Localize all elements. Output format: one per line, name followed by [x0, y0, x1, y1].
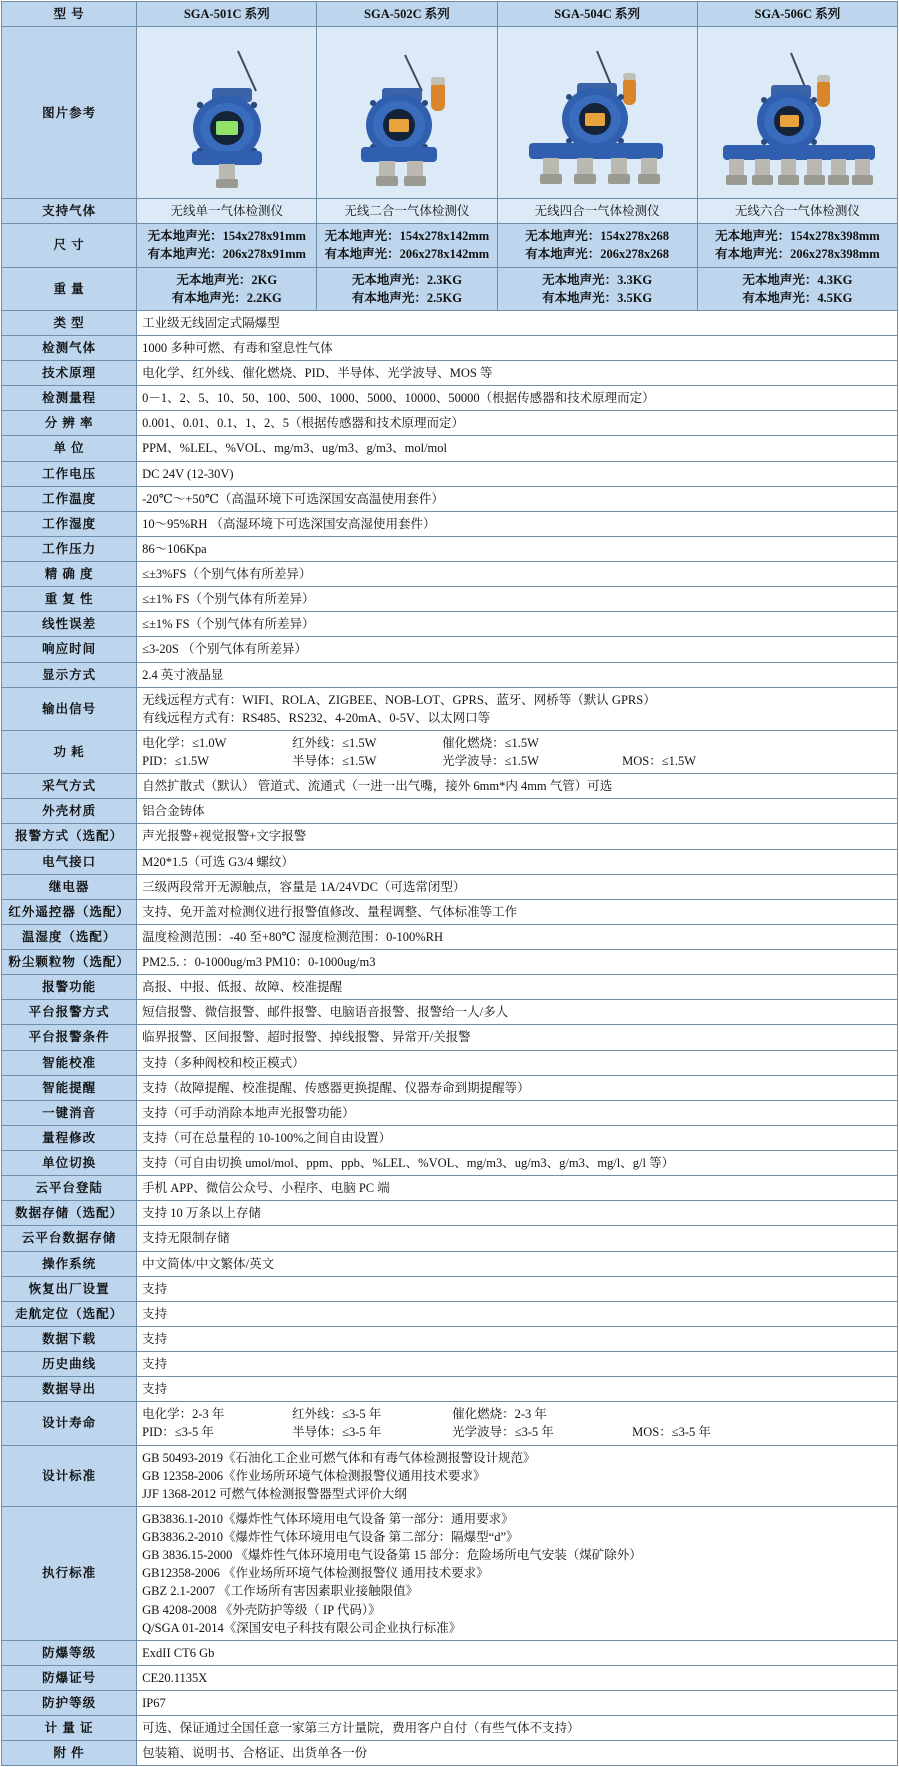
row-value: 中文简体/中文繁体/英文: [137, 1251, 898, 1276]
table-row-spec: [2, 436, 898, 461]
output-signal-wired: 有线远程方式有：RS485、RS232、4-20mA、0-5V、以太网口等: [142, 710, 491, 725]
row-value: ≤±1% FS（个别气体有所差异）: [137, 612, 898, 637]
row-label: 粉尘颗粒物（选配）: [2, 950, 137, 975]
row-label-output-signal: 输出信号: [2, 687, 137, 730]
gas-support-502c: 无线二合一气体检测仪: [317, 199, 497, 224]
size-501c: [137, 224, 317, 267]
weight-504c: [497, 267, 697, 310]
exec-standard-item: GB3836.2-2010《爆炸性气体环境用电气设备 第二部分：隔爆型“d”》: [142, 1530, 519, 1544]
row-value: 手机 APP、微信公众号、小程序、电脑 PC 端: [137, 1176, 898, 1201]
row-label: 智能校准: [2, 1050, 137, 1075]
row-label: 云平台数据存储: [2, 1226, 137, 1251]
power-semiconductor: 半导体：≤1.5W: [292, 754, 377, 768]
life-optical: 光学波导：≤3-5 年: [452, 1425, 554, 1440]
weight-506c-line2: 有本地声光：4.5KG: [742, 290, 853, 305]
power-value: [137, 730, 898, 773]
row-label: 检测气体: [2, 335, 137, 360]
table-row-spec: [2, 824, 898, 849]
table-row-spec: [2, 1025, 898, 1050]
row-label: 单位切换: [2, 1151, 137, 1176]
row-label: 防爆证号: [2, 1665, 137, 1690]
row-label: 类 型: [2, 310, 137, 335]
row-value: 10～95%RH （高湿环境下可选深国安高湿使用套件）: [137, 511, 898, 536]
row-label: 显示方式: [2, 662, 137, 687]
life-infrared: 红外线：≤3-5 年: [292, 1407, 382, 1422]
table-row-spec: [2, 1326, 898, 1351]
row-label: 报警功能: [2, 975, 137, 1000]
table-row-spec: [2, 662, 898, 687]
weight-506c: [697, 267, 897, 310]
exec-standard-item: Q/SGA 01-2014《深国安电子科技有限公司企业执行标准》: [142, 1620, 462, 1635]
row-label: 数据存储（选配）: [2, 1201, 137, 1226]
table-row-spec: [2, 386, 898, 411]
gas-detector-2-icon: [327, 33, 487, 193]
row-label: 继电器: [2, 874, 137, 899]
power-catalytic: 催化燃烧：≤1.5W: [442, 735, 539, 750]
table-row-spec: [2, 1201, 898, 1226]
row-label: 线性误差: [2, 612, 137, 637]
row-value: 温度检测范围：-40 至+80℃ 湿度检测范围：0-100%RH: [137, 924, 898, 949]
table-row-spec: [2, 612, 898, 637]
table-row-spec: [2, 899, 898, 924]
power-pid: PID：≤1.5W: [142, 754, 210, 768]
table-row-spec: [2, 1640, 898, 1665]
row-label-size: 尺 寸: [2, 224, 137, 267]
row-value: M20*1.5（可选 G3/4 螺纹）: [137, 849, 898, 874]
table-row-spec: [2, 1741, 898, 1766]
table-row-spec: [2, 486, 898, 511]
row-value: 支持: [137, 1276, 898, 1301]
table-row-spec: [2, 874, 898, 899]
size-501c-line1: 无本地声光：154x278x91mm: [147, 229, 306, 244]
product-image-502c: [317, 27, 497, 199]
row-label: 检测量程: [2, 386, 137, 411]
life-pid: PID：≤3-5 年: [142, 1425, 214, 1440]
size-504c-line1: 无本地声光：154x278x268: [525, 229, 669, 244]
model-506c: SGA-506C 系列: [697, 2, 897, 27]
table-row-power: [2, 730, 898, 773]
size-506c-line1: 无本地声光：154x278x398mm: [715, 229, 880, 244]
row-label: 防爆等级: [2, 1640, 137, 1665]
table-row-exec-standard: [2, 1506, 898, 1640]
exec-standard-item: GBZ 2.1-2007 《工作场所有害因素职业接触限值》: [142, 1584, 419, 1599]
row-label: 精 确 度: [2, 562, 137, 587]
row-label: 工作压力: [2, 536, 137, 561]
output-signal-wireless: 无线远程方式有：WIFI、ROLA、ZIGBEE、NOB-LOT、GPRS、蓝牙、网桥等（默认 GPRS）: [142, 692, 656, 707]
power-mos: MOS：≤1.5W: [622, 754, 697, 768]
table-row-spec: [2, 562, 898, 587]
row-label: 平台报警方式: [2, 1000, 137, 1025]
row-label: 量程修改: [2, 1125, 137, 1150]
table-row-spec: [2, 587, 898, 612]
table-row-spec: [2, 924, 898, 949]
table-row-spec: [2, 335, 898, 360]
size-502c-line1: 无本地声光：154x278x142mm: [324, 229, 490, 244]
power-infrared: 红外线：≤1.5W: [292, 735, 377, 750]
row-label: 重 复 性: [2, 587, 137, 612]
exec-standard-value: [137, 1506, 898, 1640]
table-row-spec: [2, 1226, 898, 1251]
row-value: 支持（可自由切换 umol/mol、ppm、ppb、%LEL、%VOL、mg/m3、ug/m3、g/m3、mg/l、g/l 等）: [137, 1151, 898, 1176]
model-504c: SGA-504C 系列: [497, 2, 697, 27]
output-signal-value: [137, 687, 898, 730]
row-value: CE20.1135X: [137, 1665, 898, 1690]
size-502c: [317, 224, 497, 267]
row-value: -20℃～+50℃（高温环境下可选深国安高温使用套件）: [137, 486, 898, 511]
product-image-501c: [137, 27, 317, 199]
table-row-spec: [2, 799, 898, 824]
row-value: 自然扩散式（默认） 管道式、流通式（一进一出气嘴，接外 6mm*内 4mm 气管）可选: [137, 774, 898, 799]
row-value: 支持、免开盖对检测仪进行报警值修改、量程调整、气体标准等工作: [137, 899, 898, 924]
design-life-value: [137, 1402, 898, 1445]
row-label: 工作湿度: [2, 511, 137, 536]
table-row-spec: [2, 536, 898, 561]
row-value: ExdII CT6 Gb: [137, 1640, 898, 1665]
table-row-spec: [2, 1301, 898, 1326]
exec-standard-item: GB 4208-2008 《外壳防护等级（ IP 代码）》: [142, 1602, 381, 1617]
table-row-spec: [2, 1075, 898, 1100]
row-value: 86～106Kpa: [137, 536, 898, 561]
gas-detector-4-icon: [505, 33, 690, 193]
row-value: 三级两段常开无源触点，容量是 1A/24VDC（可选常闭型）: [137, 874, 898, 899]
row-value: 支持: [137, 1377, 898, 1402]
row-label: 一键消音: [2, 1100, 137, 1125]
weight-501c-line1: 无本地声光：2KG: [176, 272, 278, 287]
exec-standard-item: GB 3836.15-2000 《爆炸性气体环境用电气设备第 15 部分：危险场所电气安装（煤矿除外）: [142, 1548, 642, 1563]
weight-501c-line2: 有本地声光：2.2KG: [171, 290, 282, 305]
row-label: 云平台登陆: [2, 1176, 137, 1201]
power-electrochemical: 电化学：≤1.0W: [142, 735, 227, 750]
row-value: 包装箱、说明书、合格证、出货单各一份: [137, 1741, 898, 1766]
row-label: 采气方式: [2, 774, 137, 799]
row-label-gas-support: 支持气体: [2, 199, 137, 224]
table-row-spec: [2, 849, 898, 874]
row-value: 可选、保证通过全国任意一家第三方计量院，费用客户自付（有些气体不支持）: [137, 1716, 898, 1741]
row-label: 恢复出厂设置: [2, 1276, 137, 1301]
row-value: ≤±1% FS（个别气体有所差异）: [137, 587, 898, 612]
size-501c-line2: 有本地声光：206x278x91mm: [147, 247, 306, 262]
row-value: 0.001、0.01、0.1、1、2、5（根据传感器和技术原理而定）: [137, 411, 898, 436]
row-value: 支持: [137, 1301, 898, 1326]
table-row-image-reference: [2, 27, 898, 199]
size-504c: [497, 224, 697, 267]
row-label: 红外遥控器（选配）: [2, 899, 137, 924]
weight-501c: [137, 267, 317, 310]
table-row-spec: [2, 1377, 898, 1402]
gas-detector-6-icon: [703, 33, 893, 193]
row-value: 0－1、2、5、10、50、100、500、1000、5000、10000、50000（根据传感器和技术原理而定）: [137, 386, 898, 411]
gas-support-506c: 无线六合一气体检测仪: [697, 199, 897, 224]
size-502c-line2: 有本地声光：206x278x142mm: [324, 247, 490, 262]
row-label-weight: 重 量: [2, 267, 137, 310]
table-row-spec: [2, 950, 898, 975]
row-label: 平台报警条件: [2, 1025, 137, 1050]
table-row-design-standard: [2, 1445, 898, 1506]
row-value: 支持（可手动消除本地声光报警功能）: [137, 1100, 898, 1125]
table-row-spec: [2, 1125, 898, 1150]
row-value: 支持无限制存储: [137, 1226, 898, 1251]
design-standard-item: JJF 1368-2012 可燃气体检测报警器型式评价大纲: [142, 1486, 407, 1501]
row-label: 技术原理: [2, 361, 137, 386]
row-label-model: 型 号: [2, 2, 137, 27]
life-mos: MOS：≤3-5 年: [632, 1425, 711, 1440]
row-label: 计 量 证: [2, 1716, 137, 1741]
gas-detector-1-icon: [152, 33, 302, 193]
weight-506c-line1: 无本地声光：4.3KG: [742, 272, 853, 287]
gas-support-501c: 无线单一气体检测仪: [137, 199, 317, 224]
row-label: 报警方式（选配）: [2, 824, 137, 849]
row-value: 支持: [137, 1352, 898, 1377]
row-value: 工业级无线固定式隔爆型: [137, 310, 898, 335]
row-value: PPM、%LEL、%VOL、mg/m3、ug/m3、g/m3、mol/mol: [137, 436, 898, 461]
table-row-spec: [2, 511, 898, 536]
exec-standard-item: GB12358-2006 《作业场所环境气体检测报警仪 通用技术要求》: [142, 1566, 489, 1581]
table-row-gas-support: [2, 199, 898, 224]
model-502c: SGA-502C 系列: [317, 2, 497, 27]
row-label: 工作温度: [2, 486, 137, 511]
row-label: 附 件: [2, 1741, 137, 1766]
table-row-weight: [2, 267, 898, 310]
row-label: 工作电压: [2, 461, 137, 486]
life-semiconductor: 半导体：≤3-5 年: [292, 1425, 382, 1440]
row-value: 1000 多种可燃、有毒和窒息性气体: [137, 335, 898, 360]
row-label-exec-standard: 执行标准: [2, 1506, 137, 1640]
row-value: 短信报警、微信报警、邮件报警、电脑语音报警、报警给一人/多人: [137, 1000, 898, 1025]
specification-table: [1, 1, 898, 1766]
row-value: 支持（多种阀校和校正模式）: [137, 1050, 898, 1075]
size-506c-line2: 有本地声光：206x278x398mm: [715, 247, 880, 262]
table-row-spec: [2, 774, 898, 799]
row-label: 电气接口: [2, 849, 137, 874]
table-row-spec: [2, 1000, 898, 1025]
table-row-spec: [2, 1276, 898, 1301]
table-row-spec: [2, 411, 898, 436]
size-506c: [697, 224, 897, 267]
table-row-spec: [2, 975, 898, 1000]
row-value: 支持 10 万条以上存储: [137, 1201, 898, 1226]
row-label: 数据导出: [2, 1377, 137, 1402]
table-row-spec: [2, 1716, 898, 1741]
row-value: 支持（故障提醒、校准提醒、传感器更换提醒、仪器寿命到期提醒等）: [137, 1075, 898, 1100]
row-label: 历史曲线: [2, 1352, 137, 1377]
row-label: 防护等级: [2, 1691, 137, 1716]
row-value: 支持（可在总量程的 10-100%之间自由设置）: [137, 1125, 898, 1150]
row-label: 温湿度（选配）: [2, 924, 137, 949]
table-row-spec: [2, 1691, 898, 1716]
row-label: 响应时间: [2, 637, 137, 662]
row-value: 临界报警、区间报警、超时报警、掉线报警、异常开/关报警: [137, 1025, 898, 1050]
table-row-spec: [2, 461, 898, 486]
weight-502c: [317, 267, 497, 310]
row-value: IP67: [137, 1691, 898, 1716]
product-image-506c: [697, 27, 897, 199]
gas-support-504c: 无线四合一气体检测仪: [497, 199, 697, 224]
table-row-design-life: [2, 1402, 898, 1445]
row-label: 外壳材质: [2, 799, 137, 824]
row-label-power: 功 耗: [2, 730, 137, 773]
row-label: 分 辨 率: [2, 411, 137, 436]
row-label: 单 位: [2, 436, 137, 461]
table-row-spec: [2, 1176, 898, 1201]
product-image-504c: [497, 27, 697, 199]
table-row-spec: [2, 361, 898, 386]
design-standard-item: GB 12358-2006《作业场所环境气体检测报警仪通用技术要求》: [142, 1468, 486, 1483]
row-label: 操作系统: [2, 1251, 137, 1276]
row-value: 铝合金铸体: [137, 799, 898, 824]
row-value: 电化学、红外线、催化燃烧、PID、半导体、光学波导、MOS 等: [137, 361, 898, 386]
row-value: ≤±3%FS（个别气体有所差异）: [137, 562, 898, 587]
table-row-spec: [2, 310, 898, 335]
weight-504c-line2: 有本地声光：3.5KG: [542, 290, 653, 305]
table-row-spec: [2, 1151, 898, 1176]
row-label-design-standard: 设计标准: [2, 1445, 137, 1506]
table-row-spec: [2, 1665, 898, 1690]
row-value: PM2.5．：0-1000ug/m3 PM10：0-1000ug/m3: [137, 950, 898, 975]
power-optical: 光学波导：≤1.5W: [442, 754, 539, 768]
row-value: ≤3-20S （个别气体有所差异）: [137, 637, 898, 662]
row-value: 2.4 英寸液晶显: [137, 662, 898, 687]
exec-standard-item: GB3836.1-2010《爆炸性气体环境用电气设备 第一部分：通用要求》: [142, 1511, 514, 1526]
weight-502c-line2: 有本地声光：2.5KG: [351, 290, 462, 305]
row-value: 声光报警+视觉报警+文字报警: [137, 824, 898, 849]
row-label: 数据下载: [2, 1326, 137, 1351]
row-label: 走航定位（选配）: [2, 1301, 137, 1326]
model-501c: SGA-501C 系列: [137, 2, 317, 27]
table-row-model-header: [2, 2, 898, 27]
size-504c-line2: 有本地声光：206x278x268: [525, 247, 669, 262]
table-row-spec: [2, 1050, 898, 1075]
table-row-output-signal: [2, 687, 898, 730]
row-label: 智能提醒: [2, 1075, 137, 1100]
table-row-size: [2, 224, 898, 267]
table-row-spec: [2, 1100, 898, 1125]
life-catalytic: 催化燃烧：2-3 年: [452, 1407, 547, 1422]
row-value: DC 24V (12-30V): [137, 461, 898, 486]
table-row-spec: [2, 637, 898, 662]
table-row-spec: [2, 1251, 898, 1276]
design-standard-item: GB 50493-2019《石油化工企业可燃气体和有毒气体检测报警设计规范》: [142, 1450, 536, 1465]
life-electrochemical: 电化学：2-3 年: [142, 1407, 225, 1422]
weight-504c-line1: 无本地声光：3.3KG: [542, 272, 653, 287]
row-label-image-reference: 图片参考: [2, 27, 137, 199]
row-value: 高报、中报、低报、故障、校准提醒: [137, 975, 898, 1000]
row-value: 支持: [137, 1326, 898, 1351]
row-label-design-life: 设计寿命: [2, 1402, 137, 1445]
weight-502c-line1: 无本地声光：2.3KG: [351, 272, 462, 287]
table-row-spec: [2, 1352, 898, 1377]
design-standard-value: [137, 1445, 898, 1506]
